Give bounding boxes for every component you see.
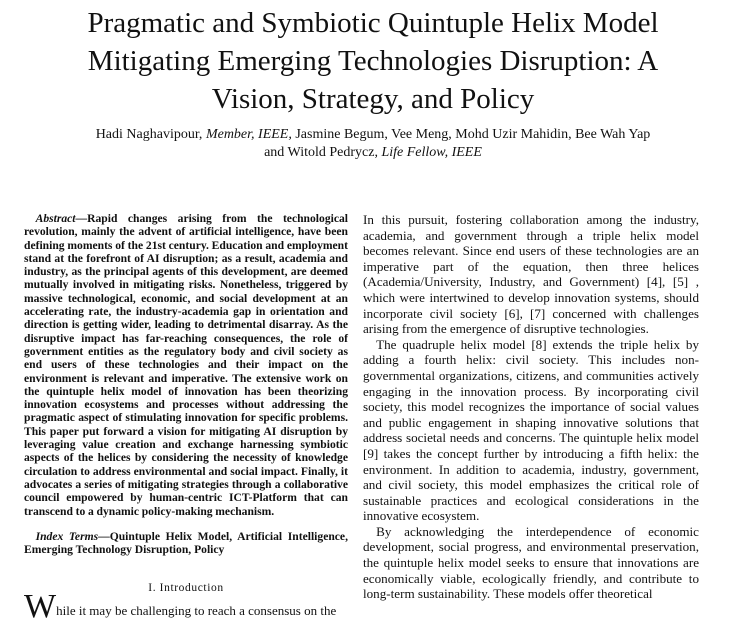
index-terms-label: Index Terms: [35, 529, 99, 543]
index-terms-text: —Quintuple Helix Model, Artificial Intelligence, Emerging Technology Disruption, Policy: [24, 529, 348, 557]
dropcap: W: [24, 588, 57, 625]
author-names-1: Hadi Naghavipour,: [95, 127, 206, 142]
author-line-2: [20, 144, 726, 162]
abstract-text: —Rapid changes arising from the technological revolution, mainly the advent of artificial intelligence, have been defining moments of the 21st century. Education and employment stand at the forefront of AI disruption; as a result, academia and industry, as the principal agents of this development, are deemed mutually involved in mitigating risks. Nonetheless, triggered by massive technological, economic, and social development at an accelerating rate, the industry-academia gap in orientation and direction is getting wider, leading to detrimental disarray. As the disruptive impact has far-reaching consequences, the role of government entities as the regulatory body and civil society as end users of these technologies and their impact on the environment is relevant and imperative. The extensive work on the quintuple helix model of innovation has been theorizing innovation ecosystems and processes without addressing the pragmatic aspect of stimulating innovation for specific problems. This paper put forward a vision for mitigating AI disruption by leveraging value creation and exchange harnessing symbiotic aspects of the helices by considering the necessity of knowledge circulation to address environmental and social impact. Finally, it advocates a series of mitigating strategies through a collaborative council empowered by human-centric ICT-Platform that can transcend to a dynamic policy-making mechanism.: [24, 212, 348, 518]
author-names-2: Jasmine Begum, Vee Meng, Mohd Uzir Mahidin, Bee Wah Yap: [291, 127, 651, 142]
introduction-text: hile it may be challenging to reach a consensus on the: [56, 603, 337, 619]
author-list: [20, 126, 726, 162]
left-column: [24, 212, 348, 625]
index-terms: [24, 530, 348, 557]
title-line-2: Mitigating Emerging Technologies Disruption: A: [87, 45, 659, 77]
paper-title: [20, 4, 726, 118]
author-role-2: Life Fellow, IEEE: [381, 145, 482, 160]
author-line-1: [20, 126, 726, 144]
title-line-1: Pragmatic and Symbiotic Quintuple Helix Model: [87, 7, 659, 39]
abstract: [24, 212, 348, 518]
body-paragraph-1: In this pursuit, fostering collaboration among the industry, academia, and government through a triple helix model becomes relevant. Since end users of these technologies are an imperative part of the equation, then three helices (Academia/University, Industry, and Government) [4], [5] , which were intertwined to develop innovation systems, should incorporate civil society [6], [7] concerned with challenges arising from the emergence of disruptive technologies.: [363, 212, 699, 337]
body-paragraph-3: By acknowledging the interdependence of economic development, social progress, and environmental preservation, the quintuple helix model seeks to ensure that innovations are economically viable, ecologically friendly, and contribute to long-term sustainability. These models offer theoretical: [363, 523, 699, 602]
right-column: [363, 212, 699, 602]
author-role-1: Member, IEEE,: [205, 127, 292, 142]
title-line-3: Vision, Strategy, and Policy: [211, 83, 535, 115]
author-names-3: and Witold Pedrycz,: [264, 145, 382, 160]
section-heading-introduction: I. Introduction: [148, 582, 224, 595]
body-paragraph-2: The quadruple helix model [8] extends the triple helix by adding a fourth helix: civil society. This includes non-governmental organizations, citizens, and communities actively engaging in the innovation process. By incorporating civil society, this model recognizes the importance of social values and public engagement in shaping innovative solutions that address societal needs and concerns. The quintuple helix model [9] takes the concept further by introducing a fifth helix: the environment. In addition to academia, industry, government, and civil society, this model emphasizes the critical role of sustainable practices and ecological considerations in the innovative ecosystem.: [363, 336, 699, 524]
abstract-label: Abstract: [35, 212, 76, 225]
